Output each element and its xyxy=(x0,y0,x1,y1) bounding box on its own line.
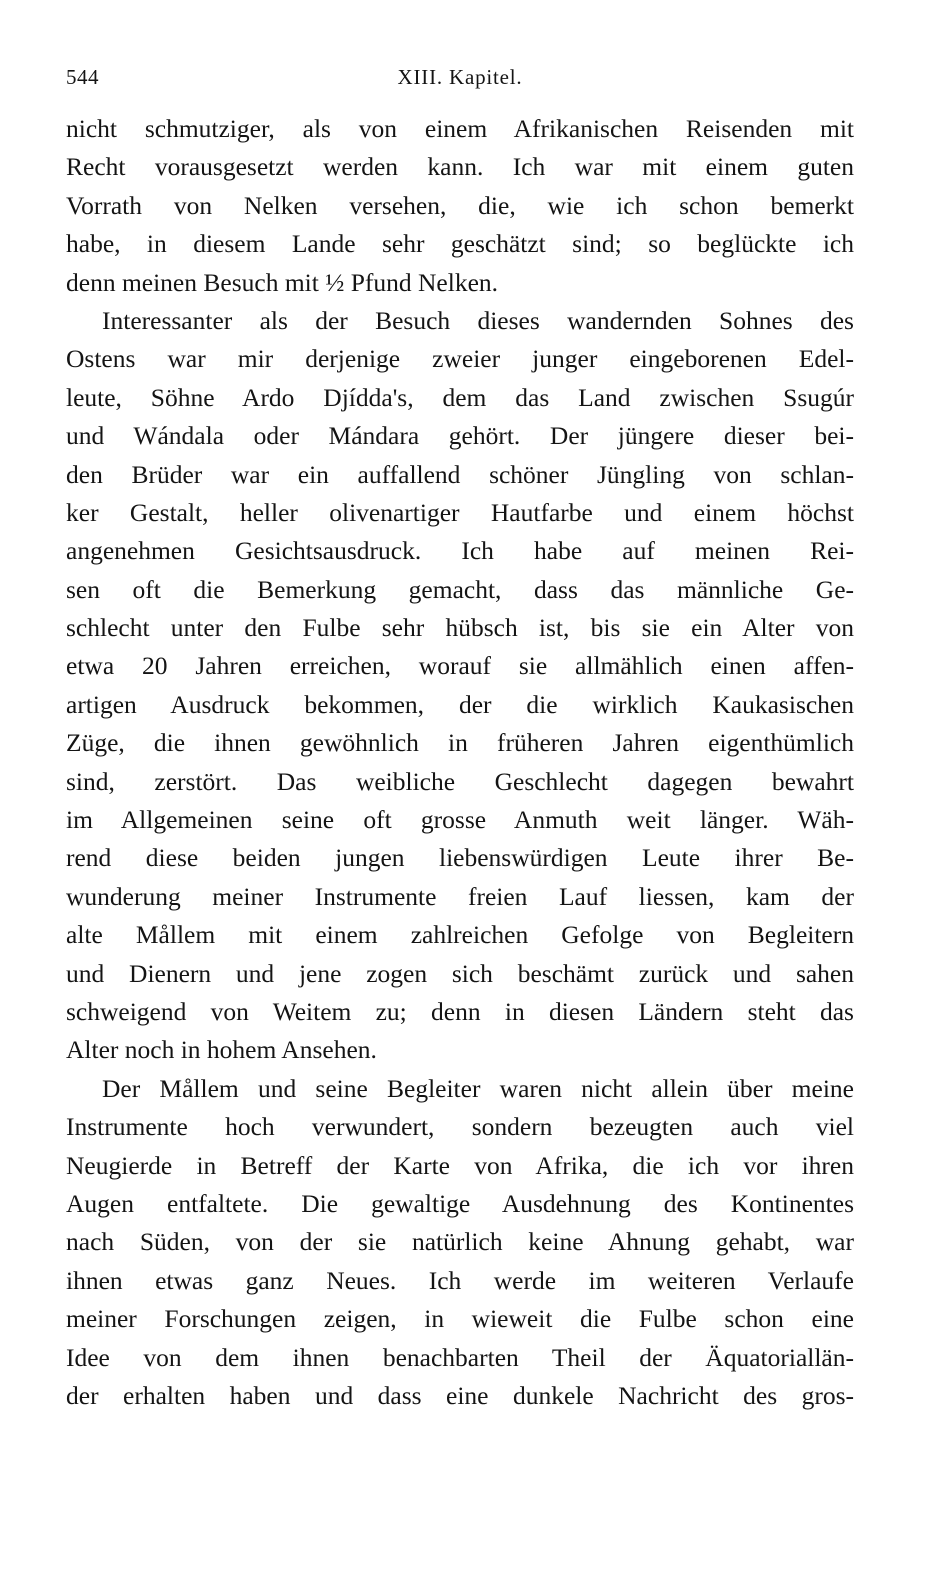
text-line: Züge, die ihnen gewöhnlich in früheren Jahren eigenthümlich xyxy=(66,728,854,758)
text-line: sind, zerstört. Das weibliche Geschlecht dagegen bewahrt xyxy=(66,766,854,796)
text-line: habe, in diesem Lande sehr geschätzt sind; so beglückte ich xyxy=(66,229,854,259)
text-line: Instrumente hoch verwundert, sondern bezeugten auch viel xyxy=(66,1112,854,1142)
text-line: Interessanter als der Besuch dieses wandernden Sohnes des xyxy=(102,305,854,335)
paragraph xyxy=(66,110,854,302)
text-line: den Brüder war ein auffallend schöner Jüngling von schlan- xyxy=(66,459,854,489)
page-header xyxy=(66,62,854,92)
paragraph xyxy=(66,302,854,1070)
text-line: sen oft die Bemerkung gemacht, dass das männliche Ge- xyxy=(66,574,854,604)
text-line: alte Mållem mit einem zahlreichen Gefolge von Begleitern xyxy=(66,920,854,950)
text-line: der erhalten haben und dass eine dunkele Nachricht des gros- xyxy=(66,1380,854,1410)
text-line: Idee von dem ihnen benachbarten Theil der Äquatoriallän- xyxy=(66,1342,854,1372)
text-line: Der Mållem und seine Begleiter waren nicht allein über meine xyxy=(102,1073,854,1103)
text-line: denn meinen Besuch mit ½ Pfund Nelken. xyxy=(66,267,499,297)
text-line: im Allgemeinen seine oft grosse Anmuth weit länger. Wäh- xyxy=(66,805,854,835)
text-line: artigen Ausdruck bekommen, der die wirklich Kaukasischen xyxy=(66,689,854,719)
text-line: schweigend von Weitem zu; denn in diesen Ländern steht das xyxy=(66,996,854,1026)
text-line: leute, Söhne Ardo Djídda's, dem das Land zwischen Ssugúr xyxy=(66,382,854,412)
text-line: Neugierde in Betreff der Karte von Afrika, die ich vor ihren xyxy=(66,1150,854,1180)
text-line: ker Gestalt, heller olivenartiger Hautfarbe und einem höchst xyxy=(66,497,854,527)
text-line: nicht schmutziger, als von einem Afrikanischen Reisenden mit xyxy=(66,114,854,143)
paragraph xyxy=(66,1070,854,1416)
body-text xyxy=(66,110,854,1415)
running-head: XIII. Kapitel. xyxy=(397,65,523,89)
text-line: und Dienern und jene zogen sich beschämt zurück und sahen xyxy=(66,958,854,988)
page-number: 544 xyxy=(66,65,99,89)
text-line: rend diese beiden jungen liebenswürdigen Leute ihrer Be- xyxy=(66,843,854,873)
text-line: angenehmen Gesichtsausdruck. Ich habe auf meinen Rei- xyxy=(66,536,854,566)
text-line: meiner Forschungen zeigen, in wieweit die Fulbe schon eine xyxy=(66,1304,854,1334)
text-line: wunderung meiner Instrumente freien Lauf liessen, kam der xyxy=(66,881,854,911)
text-line: Ostens war mir derjenige zweier junger eingeborenen Edel- xyxy=(66,344,854,374)
text-line: Recht vorausgesetzt werden kann. Ich war mit einem guten xyxy=(66,152,854,182)
text-line: nach Süden, von der sie natürlich keine Ahnung gehabt, war xyxy=(66,1227,854,1257)
text-line: schlecht unter den Fulbe sehr hübsch ist, bis sie ein Alter von xyxy=(66,613,854,643)
text-line: und Wándala oder Mándara gehört. Der jüngere dieser bei- xyxy=(66,421,854,451)
text-line: Augen entfaltete. Die gewaltige Ausdehnung des Kontinentes xyxy=(66,1188,854,1218)
text-line: etwa 20 Jahren erreichen, worauf sie allmählich einen affen- xyxy=(66,651,854,681)
text-line: Vorrath von Nelken versehen, die, wie ich schon bemerkt xyxy=(66,190,854,220)
text-line: ihnen etwas ganz Neues. Ich werde im weiteren Verlaufe xyxy=(66,1265,854,1295)
text-line: Alter noch in hohem Ansehen. xyxy=(66,1035,377,1065)
